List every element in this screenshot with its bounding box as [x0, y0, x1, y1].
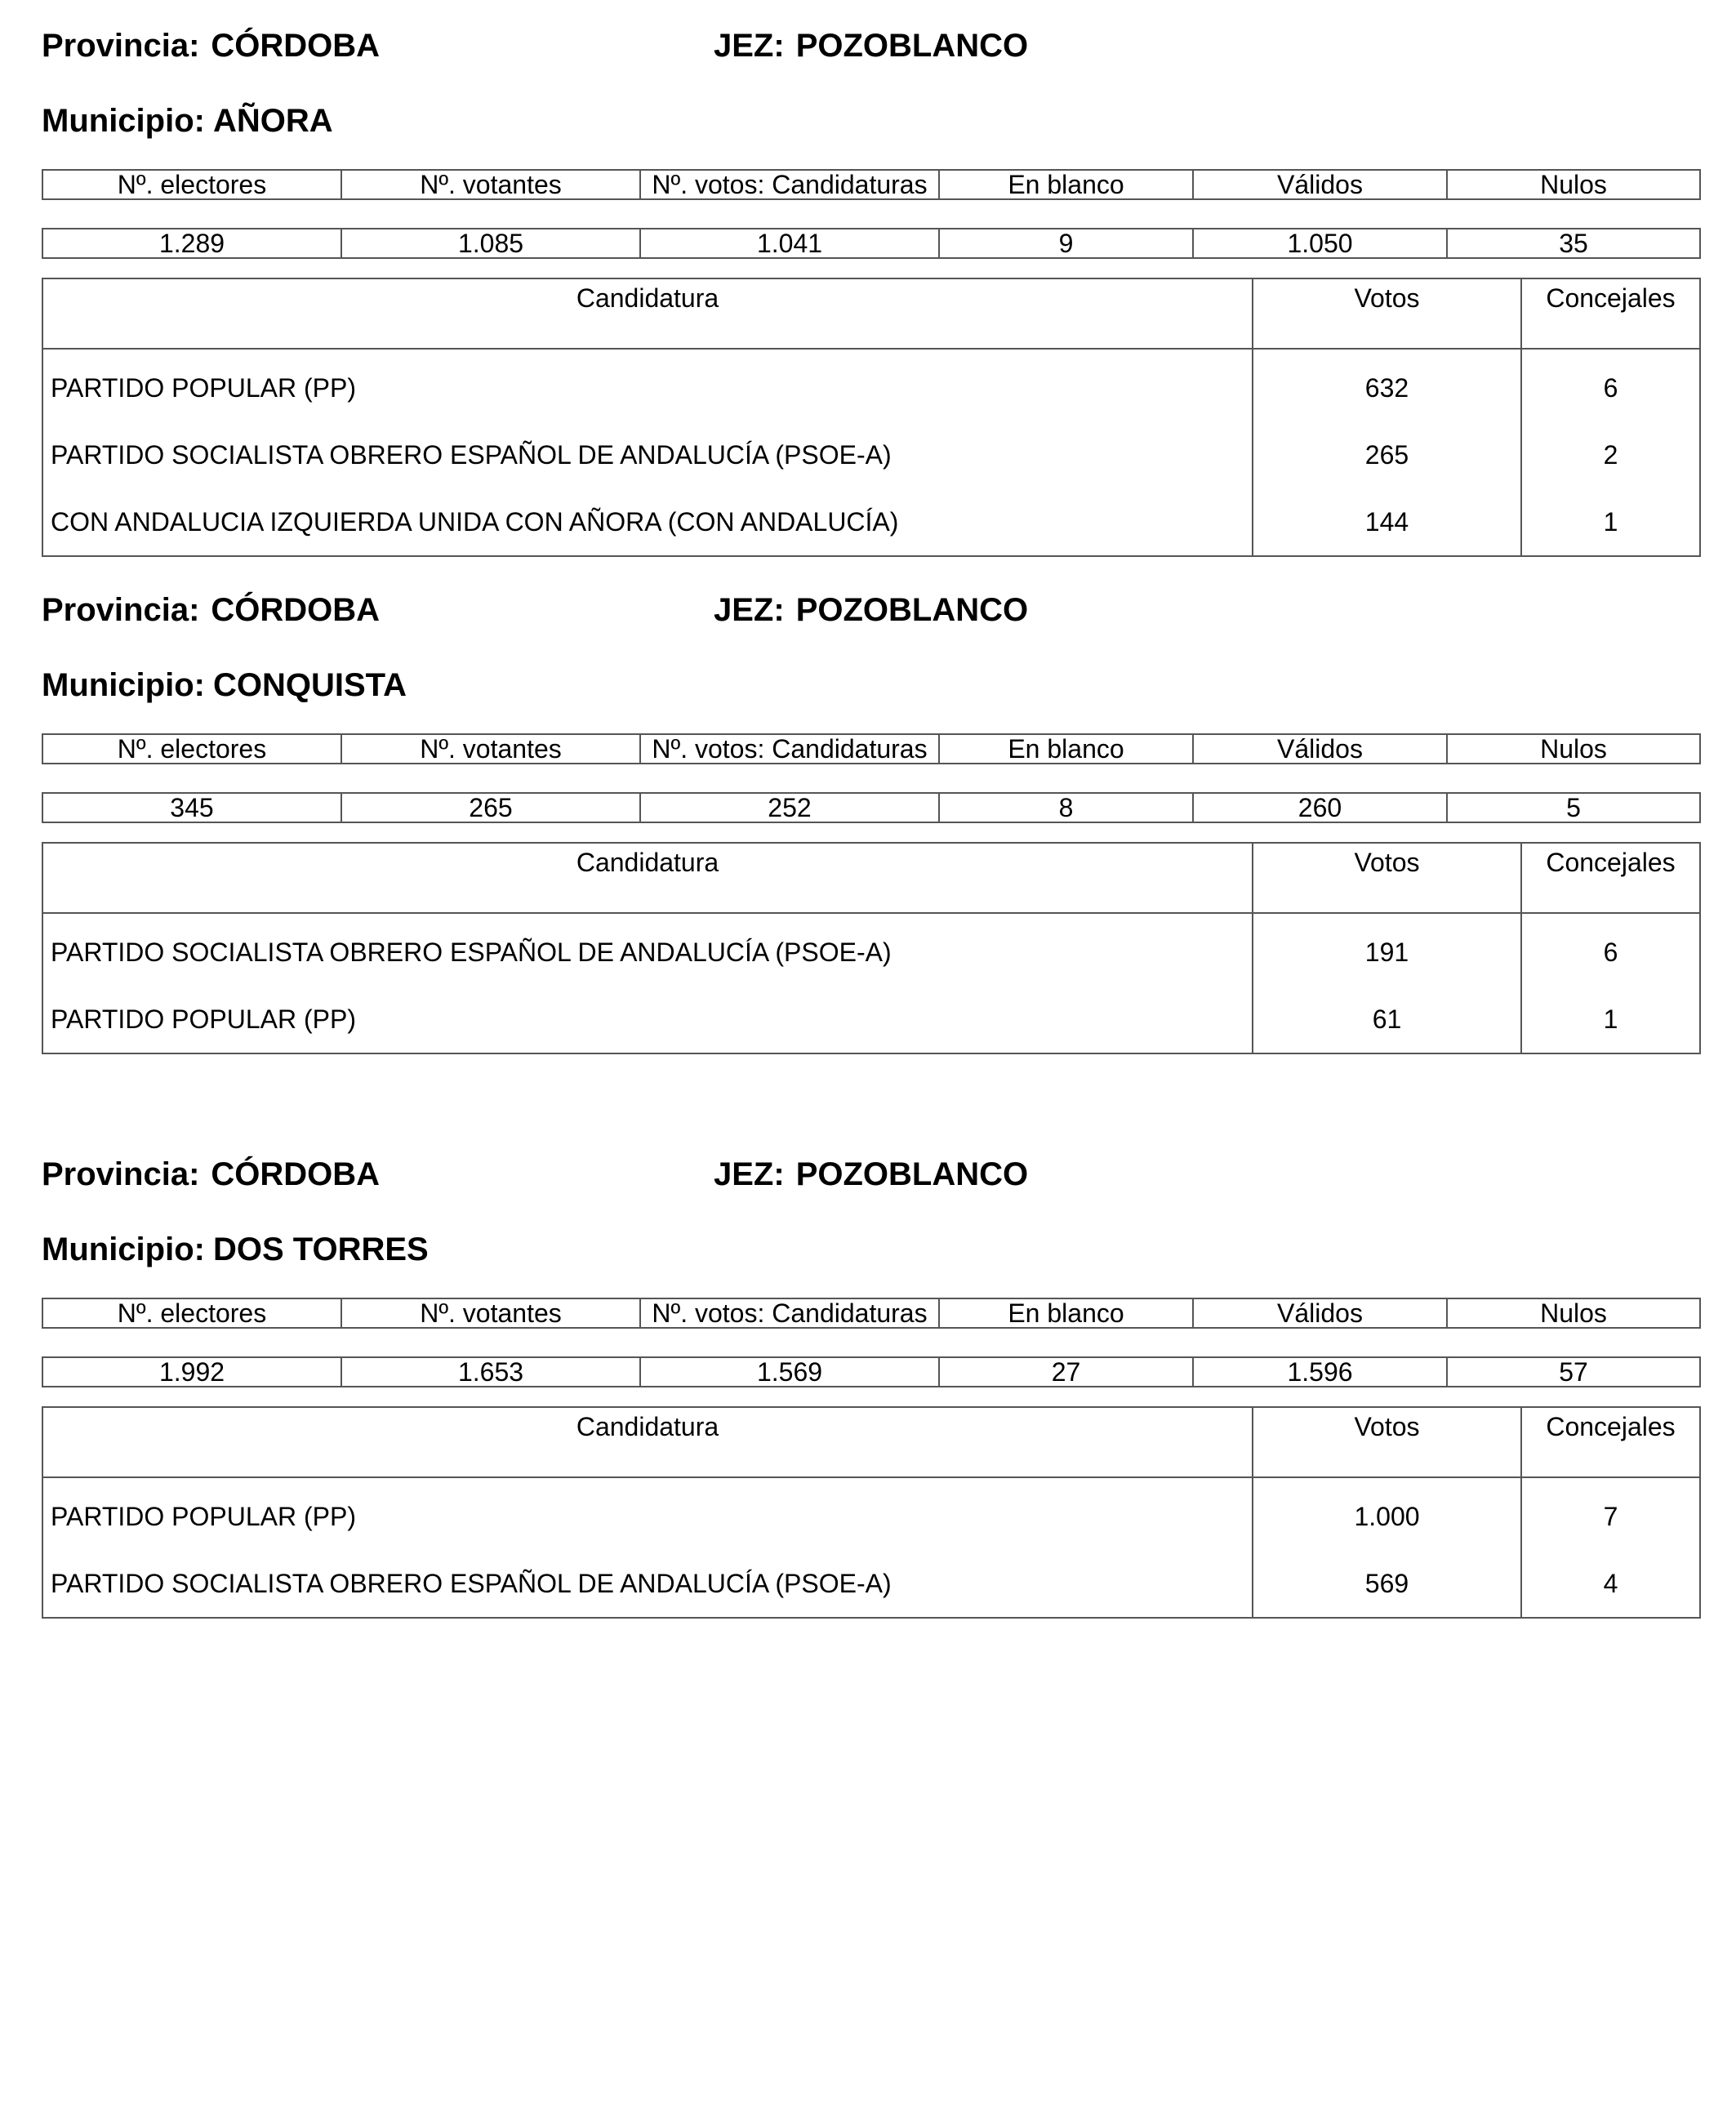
stats-value-cell: 260	[1193, 793, 1447, 822]
candidatura-name: PARTIDO POPULAR (PP)	[42, 349, 1253, 421]
candidatura-header: Candidatura	[42, 1407, 1253, 1477]
concejales-value: 7	[1521, 1477, 1700, 1550]
concejales-value: 4	[1521, 1550, 1700, 1618]
concejales-value: 6	[1521, 913, 1700, 986]
stats-header-cell: En blanco	[939, 170, 1193, 199]
votos-value: 1.000	[1253, 1477, 1521, 1550]
stats-value-cell: 1.289	[42, 229, 341, 258]
stats-header-cell: Válidos	[1193, 170, 1447, 199]
votos-header: Votos	[1253, 1407, 1521, 1477]
table-row	[42, 349, 1700, 421]
candidaturas-table	[42, 1406, 1701, 1619]
stats-value-cell: 1.085	[341, 229, 640, 258]
municipio-heading: Municipio: DOS TORRES	[42, 1231, 429, 1267]
provincia-value: CÓRDOBA	[211, 1156, 381, 1192]
votos-header: Votos	[1253, 843, 1521, 913]
stats-header-cell: Nº. votos: Candidaturas	[640, 734, 939, 764]
stats-value-cell: 1.596	[1193, 1357, 1447, 1387]
stats-header-cell: Válidos	[1193, 1298, 1447, 1328]
stats-value-cell: 8	[939, 793, 1193, 822]
stats-value-row	[42, 229, 1700, 258]
stats-value-cell: 252	[640, 793, 939, 822]
stats-header-cell: Nº. votos: Candidaturas	[640, 1298, 939, 1328]
jez-heading: JEZ: POZOBLANCO	[714, 1156, 1029, 1192]
candidatura-header: Candidatura	[42, 278, 1253, 349]
votos-value: 265	[1253, 421, 1521, 488]
stats-header-cell: Nº. electores	[42, 734, 341, 764]
stats-header-cell: En blanco	[939, 734, 1193, 764]
candidatura-name: PARTIDO POPULAR (PP)	[42, 1477, 1253, 1550]
stats-table	[42, 169, 1701, 259]
table-row	[42, 1477, 1700, 1550]
concejales-header: Concejales	[1521, 278, 1700, 349]
concejales-header: Concejales	[1521, 1407, 1700, 1477]
provincia-value: CÓRDOBA	[211, 28, 381, 64]
municipio-heading: Municipio: AÑORA	[42, 103, 333, 139]
jez-value: POZOBLANCO	[795, 592, 1029, 628]
candidaturas-table	[42, 278, 1701, 557]
concejales-value: 1	[1521, 488, 1700, 556]
candidatura-name: PARTIDO SOCIALISTA OBRERO ESPAÑOL DE ANDALUCÍA (PSOE-A)	[42, 421, 1253, 488]
votos-header: Votos	[1253, 278, 1521, 349]
stats-value-cell: 1.050	[1193, 229, 1447, 258]
stats-header-cell: Nº. votantes	[341, 734, 640, 764]
stats-header-cell: Nº. votos: Candidaturas	[640, 170, 939, 199]
stats-header-cell: Nº. electores	[42, 1298, 341, 1328]
stats-value-cell: 1.041	[640, 229, 939, 258]
stats-value-cell: 1.653	[341, 1357, 640, 1387]
concejales-value: 1	[1521, 986, 1700, 1053]
stats-header-row	[42, 734, 1700, 764]
provincia-value: CÓRDOBA	[211, 592, 381, 628]
stats-value-cell: 9	[939, 229, 1193, 258]
candidaturas-header-row	[42, 843, 1700, 913]
votos-value: 61	[1253, 986, 1521, 1053]
stats-header-cell: Nulos	[1447, 1298, 1700, 1328]
stats-value-row	[42, 1357, 1700, 1387]
candidaturas-table	[42, 842, 1701, 1054]
candidatura-header: Candidatura	[42, 843, 1253, 913]
jez-value: POZOBLANCO	[795, 1156, 1029, 1192]
stats-value-cell: 27	[939, 1357, 1193, 1387]
table-row	[42, 421, 1700, 488]
jez-value: POZOBLANCO	[795, 28, 1029, 64]
jez-heading: JEZ: POZOBLANCO	[714, 28, 1029, 64]
municipio-value: DOS TORRES	[212, 1231, 429, 1267]
provincia-heading: Provincia: CÓRDOBA	[42, 28, 381, 64]
candidaturas-header-row	[42, 1407, 1700, 1477]
concejales-value: 2	[1521, 421, 1700, 488]
stats-value-cell: 345	[42, 793, 341, 822]
stats-table	[42, 733, 1701, 823]
stats-value-cell: 5	[1447, 793, 1700, 822]
stats-table	[42, 1298, 1701, 1387]
votos-value: 569	[1253, 1550, 1521, 1618]
concejales-header: Concejales	[1521, 843, 1700, 913]
candidatura-name: PARTIDO SOCIALISTA OBRERO ESPAÑOL DE ANDALUCÍA (PSOE-A)	[42, 1550, 1253, 1618]
stats-header-row	[42, 170, 1700, 199]
table-row	[42, 1550, 1700, 1618]
votos-value: 632	[1253, 349, 1521, 421]
stats-value-row	[42, 793, 1700, 822]
stats-header-row	[42, 1298, 1700, 1328]
candidaturas-header-row	[42, 278, 1700, 349]
municipio-value: AÑORA	[212, 103, 333, 139]
stats-header-cell: Nº. electores	[42, 170, 341, 199]
table-row	[42, 488, 1700, 556]
stats-header-cell: Nº. votantes	[341, 1298, 640, 1328]
stats-value-cell: 265	[341, 793, 640, 822]
candidatura-name: CON ANDALUCIA IZQUIERDA UNIDA CON AÑORA (CON ANDALUCÍA)	[42, 488, 1253, 556]
jez-heading: JEZ: POZOBLANCO	[714, 592, 1029, 628]
provincia-heading: Provincia: CÓRDOBA	[42, 1156, 381, 1192]
stats-value-cell: 35	[1447, 229, 1700, 258]
stats-value-cell: 1.992	[42, 1357, 341, 1387]
provincia-heading: Provincia: CÓRDOBA	[42, 592, 381, 628]
candidatura-name: PARTIDO POPULAR (PP)	[42, 986, 1253, 1053]
stats-header-cell: Nº. votantes	[341, 170, 640, 199]
municipio-heading: Municipio: CONQUISTA	[42, 667, 407, 703]
votos-value: 191	[1253, 913, 1521, 986]
stats-header-cell: Nulos	[1447, 734, 1700, 764]
candidatura-name: PARTIDO SOCIALISTA OBRERO ESPAÑOL DE ANDALUCÍA (PSOE-A)	[42, 913, 1253, 986]
stats-header-cell: Nulos	[1447, 170, 1700, 199]
concejales-value: 6	[1521, 349, 1700, 421]
stats-value-cell: 1.569	[640, 1357, 939, 1387]
stats-header-cell: Válidos	[1193, 734, 1447, 764]
votos-value: 144	[1253, 488, 1521, 556]
municipio-value: CONQUISTA	[212, 667, 407, 703]
table-row	[42, 986, 1700, 1053]
stats-value-cell: 57	[1447, 1357, 1700, 1387]
table-row	[42, 913, 1700, 986]
stats-header-cell: En blanco	[939, 1298, 1193, 1328]
